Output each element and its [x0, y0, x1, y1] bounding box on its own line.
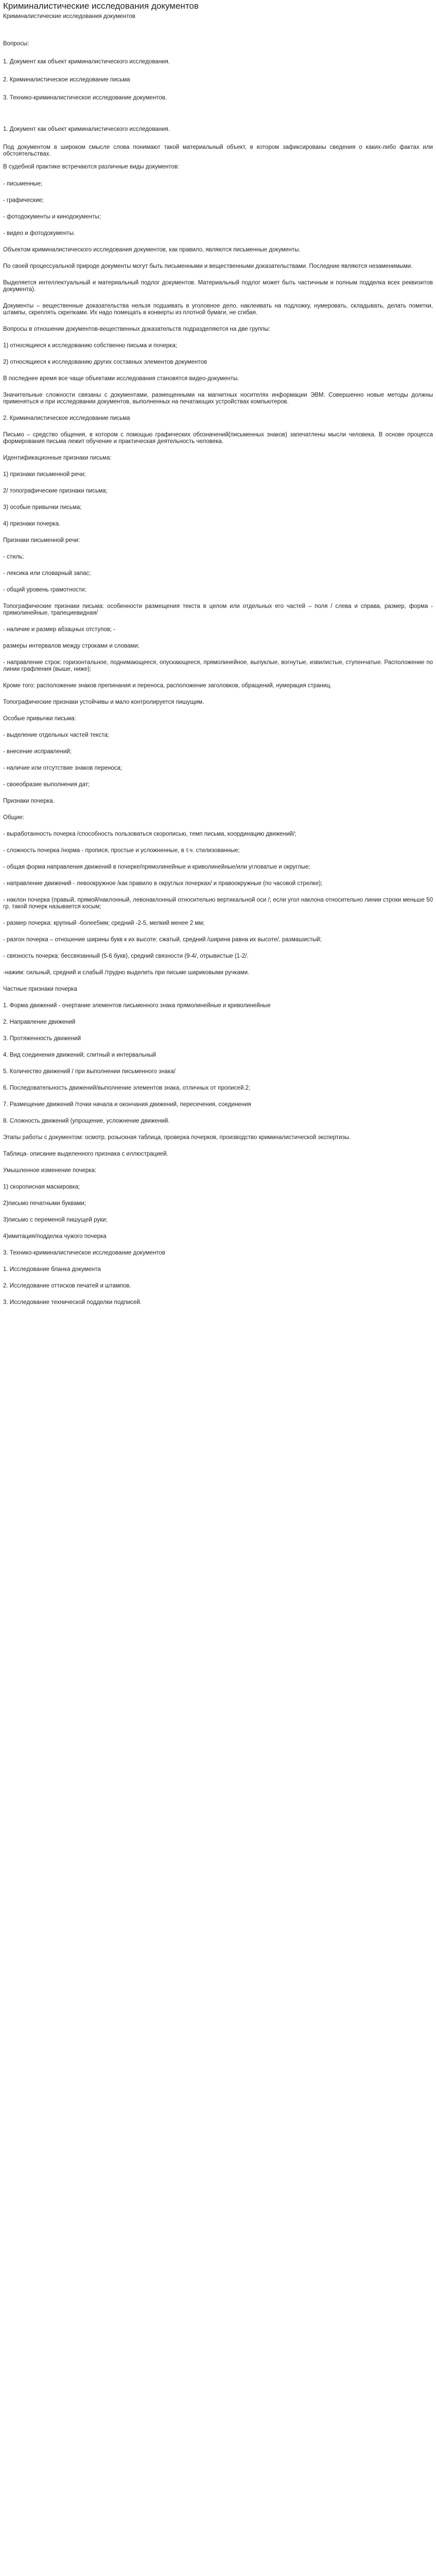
document-paragraph: Под документом в широком смысле слова понимают такой материальный объект, в котором зафиксированы сведения о каких-либо фактах или обстоятельствах. — [3, 144, 433, 157]
document-paragraph: 7. Размещение движений /точки начала и окончания движений, пересечения, соединения — [3, 1101, 251, 1108]
document-paragraph: - общий уровень грамотности; — [3, 587, 86, 593]
document-paragraph: - письменные; — [3, 181, 43, 187]
document-paragraph: -нажим: сильный, средний и слабый /трудно выделить при письме шариковыми ручками. — [3, 970, 250, 976]
document-paragraph: - видео и фотодокументы. — [3, 230, 76, 236]
document-paragraph: - размер почерка: крупный -более5мм; средний -2-5, мелкий менее 2 мм; — [3, 920, 205, 926]
document-paragraph: 2) относящиеся к исследованию других составных элементов документов — [3, 359, 207, 365]
document-paragraph: Объектом криминалистического исследования документов, как правило, являются письменные документы. — [3, 247, 301, 253]
document-paragraph: 2. Исследование оттисков печатей и штампов. — [3, 1283, 131, 1289]
document-paragraph: 3. Протяженность движений — [3, 1036, 81, 1042]
page-subtitle: Криминалистические исследования документов — [3, 13, 135, 20]
document-paragraph: Идентификационные признаки письма: — [3, 455, 112, 461]
document-paragraph: Особые привычки письма: — [3, 716, 76, 722]
document-paragraph: - сложность почерка /норма - пропися, простые и усложненные, в т.ч. стилизованные; — [3, 848, 240, 854]
document-paragraph: В судебной практике встречаются различные виды документов: — [3, 164, 180, 170]
document-paragraph: Общие: — [3, 815, 25, 821]
document-paragraph: - наклон почерка (правый, прямой/наклонный, левонаклонный относительно вертикальной оси /; если угол наклона относительно линии строки меньше 50 гр. такой почерк называется косым; — [3, 897, 433, 910]
document-paragraph: - выделение отдельных частей текста; — [3, 732, 110, 738]
document-paragraph: - выработанность почерка /способность пользоваться скорописью, темп письма, координацию движений/; — [3, 831, 297, 837]
document-paragraph: Значительные сложности связаны с документами, размещенными на магнитных носителях информации ЭВМ. Совершенно новые методы должны применяться и при исследовании документов, выполненных на печатающих устройствах компьютеров. — [3, 392, 433, 405]
document-paragraph: Вопросы: — [3, 41, 29, 47]
document-paragraph: - общая форма направления движений в почерке/прямолинейные и криволинейные/или угловатые и округлые; — [3, 864, 310, 870]
document-paragraph: 3. Технико-криминалистическое исследование документов — [3, 1250, 165, 1256]
document-paragraph: 2. Криминалистическое исследование письма — [3, 77, 130, 83]
document-paragraph: 1) скорописная маскировка; — [3, 1184, 80, 1190]
document-paragraph: 4) признаки почерка. — [3, 521, 61, 527]
document-paragraph: В последнее время все чаще объектами исследования становятся видео-документы. — [3, 376, 239, 382]
document-paragraph: 4)имитация/подделка чужого почерка — [3, 1233, 107, 1240]
document-paragraph: - стиль; — [3, 554, 24, 560]
document-paragraph: - связность почерка: бессвязанный (5-6 букв), средний связности (9-4/, отрывистые (1-2/. — [3, 953, 249, 959]
document-paragraph: Вопросы в отношении документов-вещественных доказательств подразделяются на две группы: — [3, 326, 270, 332]
document-paragraph: Признаки письменной речи: — [3, 537, 80, 544]
document-paragraph: По своей процессуальной природе документы могут быть письменными и вещественными доказательствами. Последние являются незаменимыми. — [3, 263, 413, 269]
document-paragraph: 2)письмо печатными буквами; — [3, 1200, 86, 1207]
document-paragraph: - своеобразие выполнения дат; — [3, 782, 90, 788]
document-paragraph: Топографические признаки устойчивы и мало контролируется пишущим. — [3, 699, 204, 705]
document-paragraph: размеры интервалов между строками и словами; — [3, 643, 139, 649]
document-paragraph: 4. Вид соединения движений; слитный и интервальный — [3, 1052, 156, 1058]
document-paragraph: 3. Исследование технической подделки подписей. — [3, 1299, 142, 1306]
document-paragraph: 1) признаки письменной речи; — [3, 471, 86, 478]
document-paragraph: - фотодокументы и кинодокументы; — [3, 214, 101, 220]
document-paragraph: - графические; — [3, 197, 44, 204]
document-paragraph: - направление движений - левоокружное /как правило в округлых почерках/ и правоокружные (по часовой стрелке); — [3, 880, 323, 887]
document-paragraph: Умышленное изменение почерка: — [3, 1167, 97, 1174]
document-paragraph: 2. Направление движений — [3, 1019, 76, 1025]
document-paragraph: 2/ топографические признаки письма; — [3, 488, 108, 494]
document-paragraph: 3)письмо с переменой пишущей руки; — [3, 1217, 108, 1223]
document-body — [3, 41, 433, 1306]
document-paragraph: - внесение исправлений; — [3, 749, 72, 755]
document-paragraph: Письмо – средство общения, в котором с помощью графических обозначений(письменных знаков) запечатлены мысли человека. В основе процесса формирования письма лежит обучение и практическая деятельность человека. — [3, 432, 433, 445]
document-paragraph: 3) особые привычки письма; — [3, 504, 82, 511]
document-paragraph: - наличие и размер абзацных отступов; - — [3, 626, 116, 633]
document-paragraph: Этапы работы с документом: осмотр, розыскная таблица, проверка почерков, производство криминалистической экспертизы. — [3, 1134, 351, 1141]
document-paragraph: 1) относящиеся к исследованию собственно письма и почерка; — [3, 343, 178, 349]
document-paragraph: Признаки почерка. — [3, 798, 55, 804]
document-paragraph: - лексика или словарный запас; — [3, 570, 91, 577]
document-paragraph: Документы – вещественные доказательства нельзя подшивать в уголовное дело, наклеивать на подложку, нумеровать, складывать, делать пометки, штампы, скреплять скрепками. Их надо помещать в конверты из плотной бумаги, не сгибая. — [3, 303, 433, 316]
document-paragraph: Кроме того: расположение знаков препинания и переноса, расположение заголовков, обращений, нумерация страниц. — [3, 683, 332, 689]
document-paragraph: Таблица- описание выделенного признака с иллюстрацией. — [3, 1151, 168, 1157]
document-paragraph: 2. Криминалистическое исследование письма — [3, 415, 130, 421]
document-paragraph: Частные признаки почерка — [3, 986, 77, 992]
document-paragraph: Выделяется интеллектуальный и материальный подлог документов. Материальный подлог может быть частичным и полным подделка всех реквизитов документа). — [3, 280, 433, 293]
document-paragraph: - разгон почерка – отношение ширины букв к их высоте: сжатый, средний /ширина равна их высоте/, размашистый; — [3, 937, 322, 943]
document-paragraph: 1. Форма движений - очертание элементов письменного знака прямолинейные и криволинейные — [3, 1003, 271, 1009]
document-paragraph: 1. Исследование бланка документа — [3, 1266, 101, 1273]
document-paragraph: 3. Технико-криминалистическое исследование документов. — [3, 95, 167, 101]
document-paragraph: 6. Последовательность движений/выполнение элементов знака, отличных от прописей.2; — [3, 1085, 251, 1091]
document-paragraph: 1. Документ как объект криминалистического исследования. — [3, 59, 170, 65]
page-title: Криминалистические исследования документов — [3, 1, 199, 11]
document-paragraph: 1. Документ как объект криминалистического исследования. — [3, 126, 170, 132]
document-paragraph: 8. Сложность движений (упрощение, усложнение движений. — [3, 1118, 170, 1124]
document-paragraph: - направление строк: горизонтальное, поднимающееся, опускающееся, прямолинейное, выпуклые, вогнутые, извилистые, ступенчатые. Расположение по линии графления (выше, ниже); — [3, 659, 433, 672]
document-paragraph: Топографические признаки письма: особенности размещения текста в целом или отдельных его частей – поля / слева и справа, размер, форма - прямолинейные, трапециевидная/ — [3, 603, 433, 616]
document-paragraph: 5. Количество движений / при выполнении письменного знака/ — [3, 1069, 176, 1075]
document-paragraph: - наличие или отсутствие знаков переноса; — [3, 765, 123, 771]
